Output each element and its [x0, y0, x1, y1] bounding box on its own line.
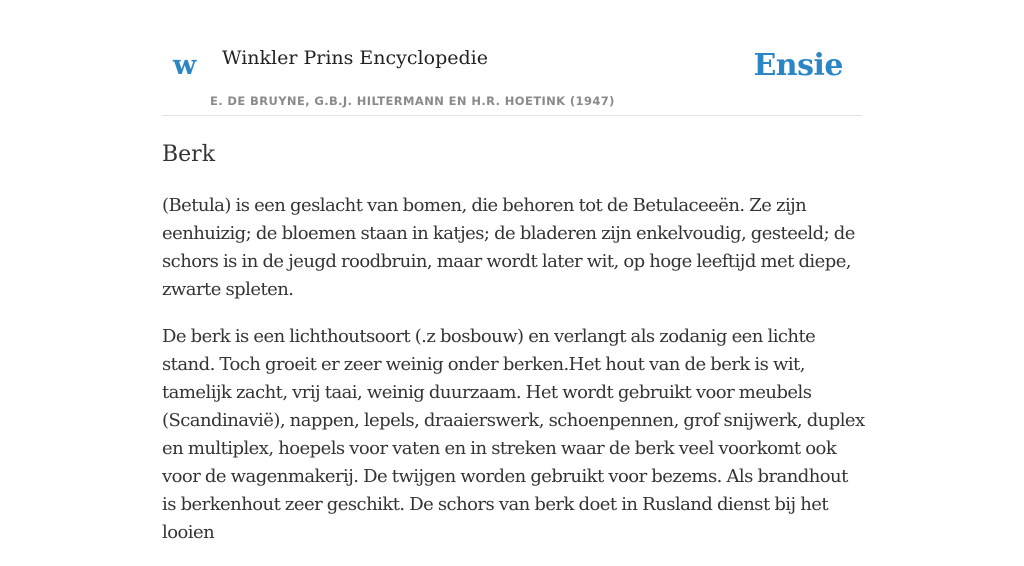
site-title[interactable]: Winkler Prins Encyclopedie [222, 47, 488, 69]
article-body [162, 192, 866, 566]
article-paragraph: De berk is een lichthoutsoort (.z bosbouw) en verlangt als zodanig een lichte stand. Toch groeit er zeer weinig onder berken.Het hout van de berk is wit, tamelijk zacht, vrij taai, weinig duurzaam. Het wordt gebruikt voor meubels (Scandinavië), nappen, lepels, draaierswerk, schoenpennen, grof snijwerk, duplex en multiplex, hoepels voor vaten en in streken waar de berk veel voorkomt ook voor de wagenmakerij. De twijgen worden gebruikt voor bezems. Als brandhout is berkenhout zeer geschikt. De schors van berk doet in Rusland dienst bij het looien [162, 326, 865, 543]
brand-logo[interactable]: Ensie [753, 48, 843, 83]
site-header [162, 36, 862, 116]
site-logo[interactable]: w [173, 50, 197, 81]
article-paragraph: (Betula) is een geslacht van bomen, die behoren tot de Betulaceeën. Ze zijn eenhuizig; de bloemen staan in katjes; de bladeren zijn enkelvoudig, gesteeld; de schors is in de jeugd roodbruin, maar wordt later wit, op hoge leeftijd met diepe, zwarte spleten. [162, 195, 855, 300]
article-title: Berk [162, 142, 216, 167]
authors-line: E. DE BRUYNE, G.B.J. HILTERMANN EN H.R. HOETINK (1947) [210, 94, 615, 108]
